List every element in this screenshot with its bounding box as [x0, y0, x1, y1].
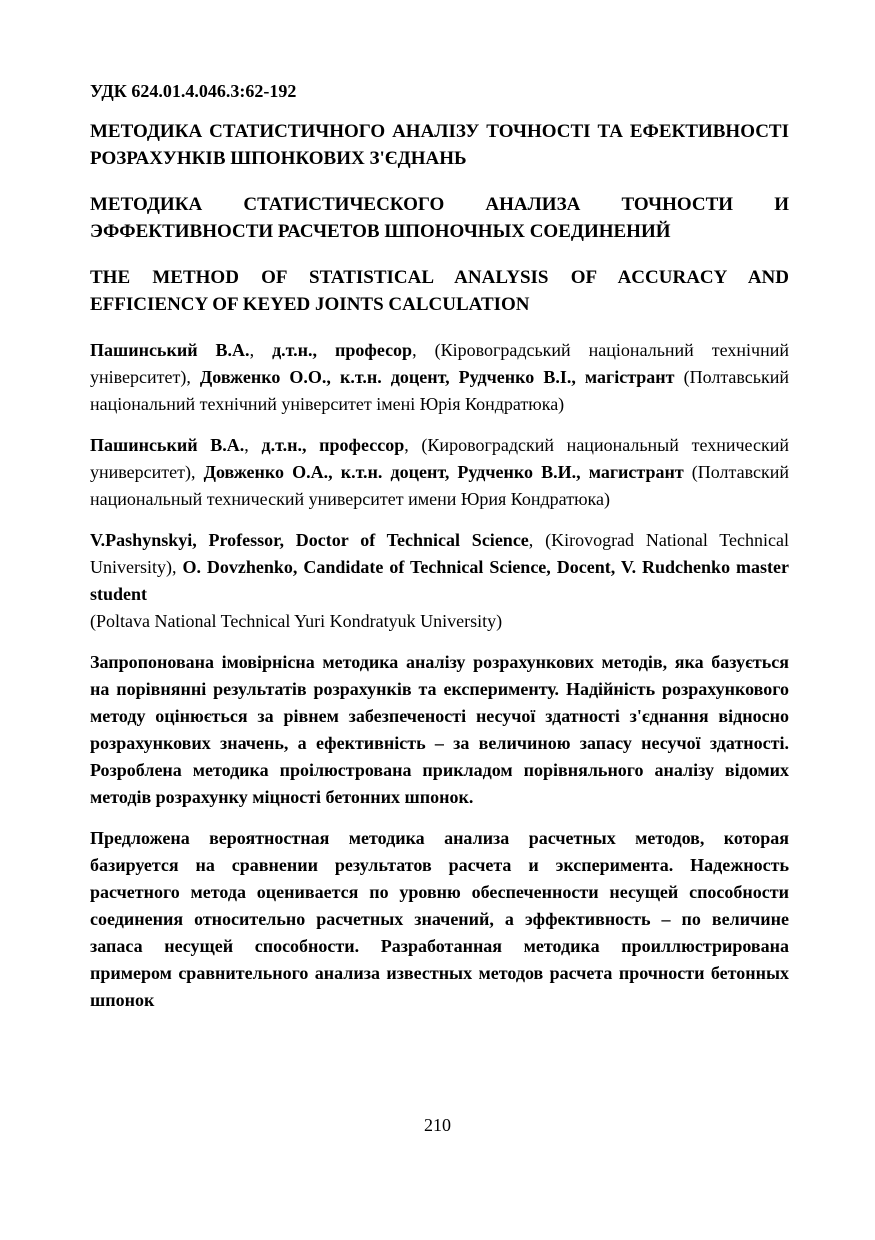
title-english: THE METHOD OF STATISTICAL ANALYSIS OF ACCURACY AND EFFICIENCY OF KEYED JOINTS CALCULATION: [90, 267, 789, 315]
title-ukrainian: МЕТОДИКА СТАТИСТИЧНОГО АНАЛІЗУ ТОЧНОСТІ ТА ЕФЕКТИВНОСТІ РОЗРАХУНКІВ ШПОНКОВИХ З'ЄДНАНЬ: [90, 121, 789, 169]
authors-russian: Пашинський В.А., д.т.н., профессор, (Кировоградский национальный технический университет), Довженко О.А., к.т.н. доцент, Рудченко В.И., магистрант (Полтавский национальный технический университет имени Юрия Кондратюка): [90, 435, 789, 509]
udc-code: УДК 624.01.4.046.3:62-192: [90, 81, 297, 101]
page-number: 210: [424, 1115, 451, 1135]
authors-ukrainian: Пашинський В.А., д.т.н., професор, (Кіровоградський національний технічний університет), Довженко О.О., к.т.н. доцент, Рудченко В.І., магістрант (Полтавський національний технічний університет імені Юрія Кондратюка): [90, 340, 789, 414]
abstract-russian: Предложена вероятностная методика анализа расчетных методов, которая базируется на сравнении результатов расчета и эксперимента. Надежность расчетного метода оценивается по уровню обеспеченности несущей способности соединения относительно расчетных значений, а эффективность – по величине запаса несущей способности. Разработанная методика проиллюстрирована примером сравнительного анализа известных методов расчета прочности бетонных шпонок: [90, 828, 789, 1010]
title-russian: МЕТОДИКА СТАТИСТИЧЕСКОГО АНАЛИЗА ТОЧНОСТИ И ЭФФЕКТИВНОСТИ РАСЧЕТОВ ШПОНОЧНЫХ СОЕДИНЕНИЙ: [90, 194, 789, 242]
abstract-ukrainian: Запропонована імовірнісна методика аналізу розрахункових методів, яка базується на порівнянні результатів розрахунків та експерименту. Надійність розрахункового методу оцінюється за рівнем забезпеченості несучої здатності з'єднання відносно розрахункових значень, а ефективність – за величиною запасу несучої здатності. Розроблена методика проілюстрована прикладом порівняльного аналізу відомих методів розрахунку міцності бетонних шпонок.: [90, 652, 789, 807]
authors-english: V.Pashynskyi, Professor, Doctor of Technical Science, (Kirovograd National Technical University), O. Dovzhenko, Candidate of Technical Science, Docent, V. Rudchenko master student (Poltava National Technical Yuri Kondratyuk University): [90, 530, 790, 631]
